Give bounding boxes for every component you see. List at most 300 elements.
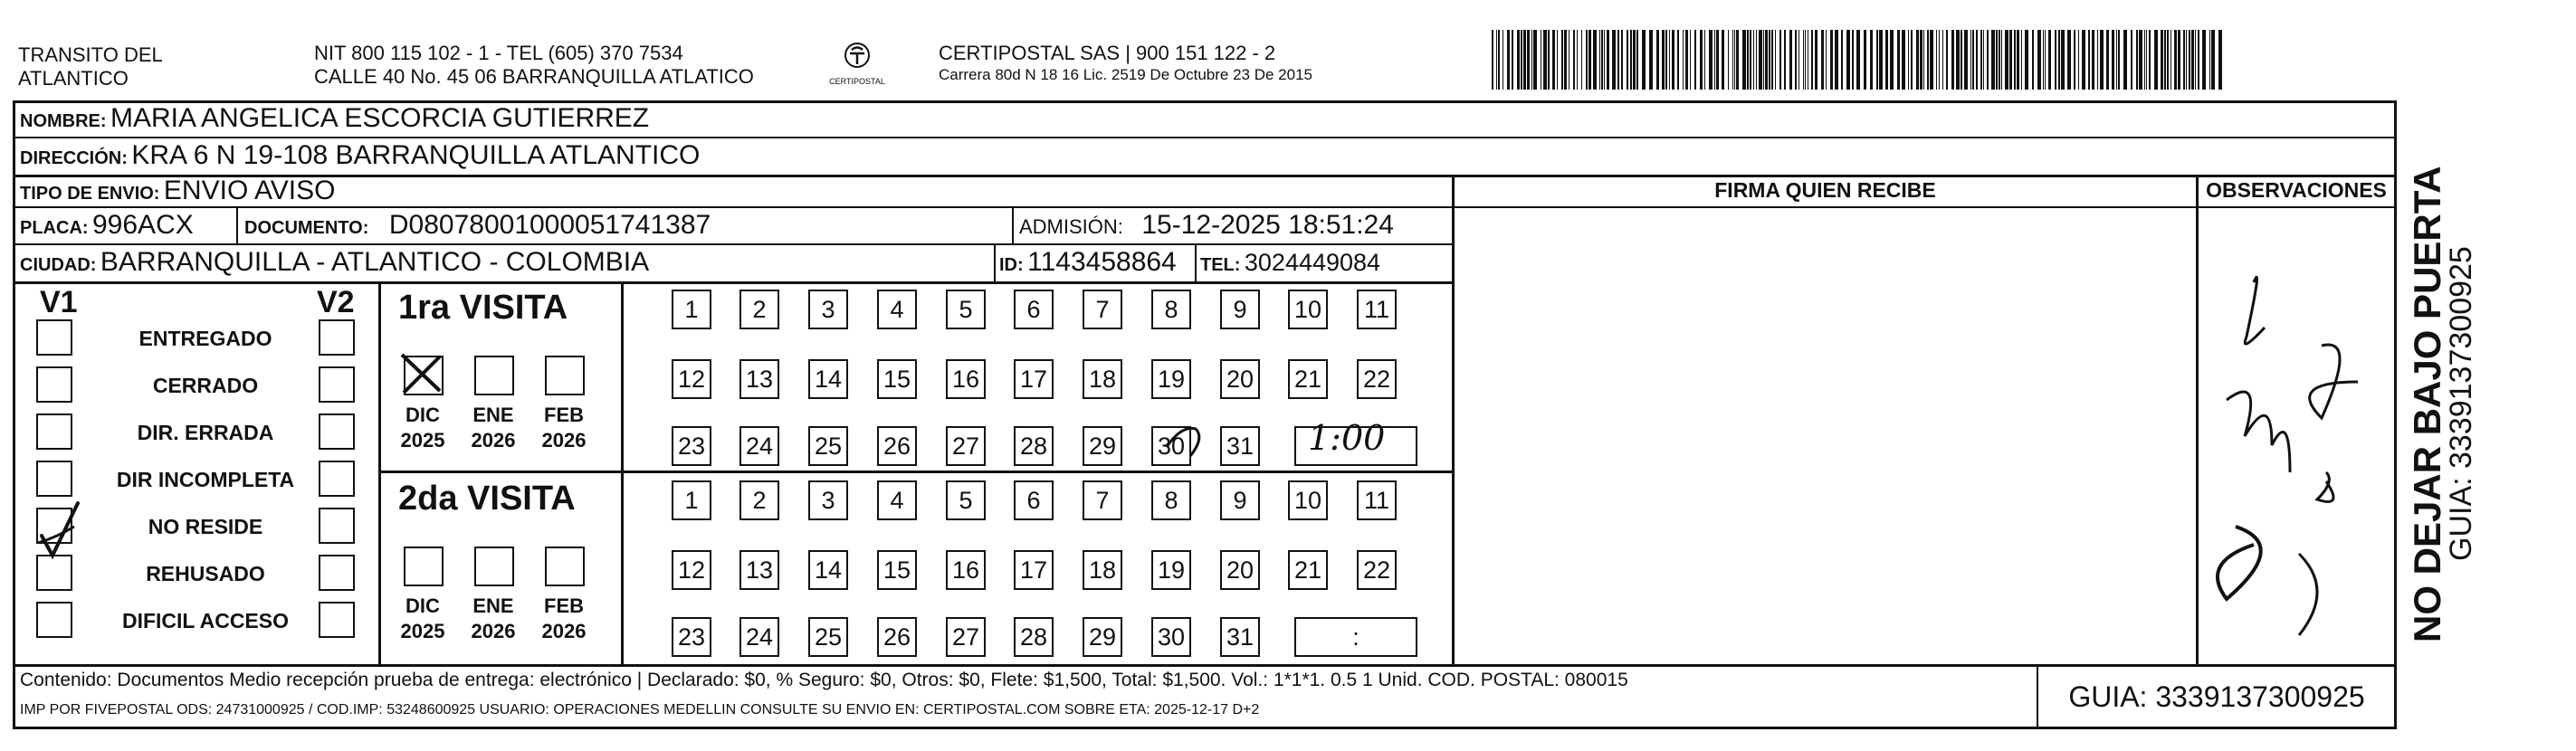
v2-checkbox[interactable] (319, 366, 355, 403)
barcode-bar (2136, 30, 2138, 90)
barcode-bar (2174, 30, 2177, 90)
v1-no-reside-checkmark (33, 499, 87, 563)
barcode-bar (1665, 30, 1667, 90)
day-box[interactable]: 9 (1220, 290, 1260, 329)
barcode-bar (1897, 30, 1900, 90)
barcode-bar (1946, 30, 1948, 90)
side-guia: GUIA: 3339137300925 (2444, 246, 2478, 561)
month-year: 2026 (471, 620, 516, 642)
v1-checkbox[interactable] (36, 366, 72, 403)
status-option-label: DIR INCOMPLETA (116, 468, 295, 491)
status-option-label: ENTREGADO (138, 327, 272, 350)
day-box[interactable]: 18 (1083, 359, 1122, 399)
direccion-row (20, 140, 700, 171)
day-box[interactable]: 6 (1014, 290, 1054, 329)
day-box[interactable]: 3 (808, 290, 848, 329)
day-box[interactable]: 28 (1014, 426, 1054, 466)
footer-guia: GUIA: 3339137300925 (2068, 680, 2365, 713)
barcode-bar (1908, 30, 1909, 90)
day-box[interactable]: 22 (1357, 550, 1397, 590)
month-name: ENE (472, 404, 514, 426)
barcode-bar (2067, 30, 2071, 90)
barcode-bar (2017, 30, 2019, 90)
barcode-bar (1728, 30, 1729, 90)
barcode-bar (1672, 30, 1674, 90)
barcode-bar (2154, 30, 2158, 90)
day-box[interactable]: 19 (1151, 359, 1191, 399)
barcode-bar (2186, 30, 2187, 90)
barcode-bar (1811, 30, 1813, 90)
barcode-bar (2189, 30, 2190, 90)
day-box[interactable]: 20 (1220, 359, 1260, 399)
day-box[interactable]: 22 (1357, 359, 1397, 399)
day-box[interactable]: 23 (672, 426, 711, 466)
barcode-bar (1879, 30, 1883, 90)
day-box[interactable]: 25 (808, 426, 848, 466)
barcode-bar (1531, 30, 1532, 90)
barcode-bar (2048, 30, 2051, 90)
barcode-bar (1617, 30, 1619, 90)
barcode-bar (1961, 30, 1962, 90)
barcode-bar (1627, 30, 1628, 90)
tipo-envio-label: TIPO DE ENVIO: (20, 184, 160, 204)
day-box[interactable]: 20 (1220, 550, 1260, 590)
status-option-label: REHUSADO (146, 562, 265, 585)
ciudad-cell (20, 247, 649, 278)
month-label (532, 403, 596, 453)
month-checkbox[interactable] (545, 547, 585, 586)
day-box[interactable]: 15 (877, 359, 917, 399)
v2-checkbox[interactable] (319, 602, 355, 638)
barcode-bar (2191, 30, 2194, 90)
day-box[interactable]: 25 (808, 617, 848, 657)
barcode-bar (2043, 30, 2044, 90)
barcode-bar (2202, 30, 2206, 90)
barcode-bar (1742, 30, 1746, 90)
barcode-bar (1573, 30, 1575, 90)
barcode-bar (2218, 30, 2222, 90)
month-year: 2026 (471, 429, 516, 452)
month-checkbox[interactable] (404, 547, 444, 586)
day-box[interactable]: 28 (1014, 617, 1054, 657)
barcode-bar (1996, 30, 1998, 90)
barcode-bar (1704, 30, 1705, 90)
month-year: 2025 (400, 429, 445, 452)
barcode-bar (1633, 30, 1636, 90)
barcode-bar (1683, 30, 1684, 90)
barcode-bar (1942, 30, 1943, 90)
barcode-bar (1830, 30, 1833, 90)
day-box[interactable]: 5 (946, 290, 986, 329)
visit1-time-handwritten: 1:00 (1308, 418, 1386, 458)
month-checkbox[interactable] (474, 547, 514, 586)
barcode-bar (1722, 30, 1724, 90)
barcode-bar (1630, 30, 1632, 90)
barcode-bar (1690, 30, 1691, 90)
day-box[interactable]: 10 (1288, 290, 1328, 329)
barcode-bar (1769, 30, 1770, 90)
day-box[interactable]: 21 (1288, 359, 1328, 399)
v1-checkbox[interactable] (36, 602, 72, 638)
status-option-label: DIFICIL ACCESO (121, 609, 289, 632)
barcode-bar (1753, 30, 1754, 90)
barcode-bar (1775, 30, 1776, 90)
barcode-bar (1747, 30, 1749, 90)
day-box[interactable]: 13 (739, 359, 779, 399)
barcode-bar (2025, 30, 2028, 90)
barcode-bar (2088, 30, 2090, 90)
day-box[interactable]: 17 (1014, 359, 1054, 399)
day-box[interactable]: 16 (946, 550, 986, 590)
barcode-bar (1920, 30, 1922, 90)
barcode-bar (2082, 30, 2085, 90)
month-year: 2026 (541, 429, 587, 452)
day-box[interactable]: 30 (1151, 426, 1191, 466)
barcode-bar (1750, 30, 1751, 90)
day-box[interactable]: 2 (739, 480, 779, 520)
barcode-bar (1916, 30, 1919, 90)
documento-cell (244, 210, 711, 241)
barcode-bar (1972, 30, 1974, 90)
v2-header: V2 (317, 285, 355, 319)
barcode-bar (1983, 30, 1984, 90)
barcode-bar (1561, 30, 1563, 90)
barcode-bar (2164, 30, 2166, 90)
barcode-bar (1736, 30, 1739, 90)
barcode-bar (1976, 30, 1978, 90)
barcode-bar (1732, 30, 1733, 90)
barcode-bar (1841, 30, 1843, 90)
v2-checkbox[interactable] (319, 319, 355, 356)
month-label (462, 594, 525, 644)
day-box[interactable]: 11 (1357, 480, 1397, 520)
barcode-bar (2211, 30, 2215, 90)
barcode-bar (1815, 30, 1818, 90)
day-box[interactable]: 7 (1083, 290, 1122, 329)
barcode-bar (1507, 30, 1510, 90)
barcode-bar (2209, 30, 2210, 90)
barcode-bar (2123, 30, 2127, 90)
barcode-bar (2149, 30, 2151, 90)
barcode-bar (2014, 30, 2016, 90)
month-label (391, 403, 454, 453)
day-box[interactable]: 8 (1151, 290, 1191, 329)
documento-value: D08078001000051741387 (388, 210, 711, 240)
barcode-bar (2131, 30, 2132, 90)
v1-header: V1 (40, 285, 78, 319)
footer-imp-line: IMP POR FIVEPOSTAL ODS: 24731000925 / COD.IMP: 53248600925 USUARIO: OPERACIONES MEDELLIN CONSULTE SU ENVIO EN: CERTIPOSTAL.COM SOBRE ETA: 2025-12-17 D+2 (20, 702, 1260, 718)
barcode-bar (1543, 30, 1547, 90)
barcode-bar (1756, 30, 1757, 90)
barcode-bar (1987, 30, 1989, 90)
barcode-bar (2061, 30, 2065, 90)
barcode-bar (1939, 30, 1940, 90)
courier-name: CERTIPOSTAL SAS | 900 151 122 - 2 (939, 42, 1276, 64)
day-box[interactable]: 19 (1151, 550, 1191, 590)
barcode-bar (1586, 30, 1588, 90)
barcode-bar (1805, 30, 1806, 90)
day-box[interactable]: 4 (877, 480, 917, 520)
issuer-contact (314, 42, 754, 89)
visit-title: 2da VISITA (398, 480, 576, 518)
id-value: 1143458864 (1027, 247, 1177, 277)
barcode-bar (1991, 30, 1995, 90)
barcode-bar (2021, 30, 2022, 90)
day-box[interactable]: 12 (672, 550, 711, 590)
day-box[interactable]: 9 (1220, 480, 1260, 520)
barcode-bar (1951, 30, 1954, 90)
month-label (391, 594, 454, 644)
barcode-bar (1846, 30, 1850, 90)
barcode-bar (2058, 30, 2060, 90)
barcode-bar (1936, 30, 1937, 90)
barcode-bar (1601, 30, 1603, 90)
barcode-bar (1581, 30, 1582, 90)
firma-header: FIRMA QUIEN RECIBE (1714, 178, 1936, 202)
day-box[interactable]: 15 (877, 550, 917, 590)
barcode-bar (1759, 30, 1762, 90)
day-box[interactable]: 24 (739, 426, 779, 466)
barcode-bar (1876, 30, 1878, 90)
day-box[interactable]: 1 (672, 480, 711, 520)
day-box[interactable]: 17 (1014, 550, 1054, 590)
barcode-bar (1970, 30, 1971, 90)
v1-checkbox[interactable] (36, 414, 72, 450)
barcode-bar (1577, 30, 1578, 90)
day-box[interactable]: 29 (1083, 426, 1122, 466)
barcode-bar (1734, 30, 1735, 90)
day-box[interactable]: 14 (808, 359, 848, 399)
barcode-bar (1789, 30, 1792, 90)
day-box[interactable]: 24 (739, 617, 779, 657)
logo-text: CERTIPOSTAL (829, 77, 885, 86)
barcode-bar (1557, 30, 1558, 90)
month-name: FEB (544, 594, 584, 617)
day-box[interactable]: 7 (1083, 480, 1122, 520)
day-box[interactable]: 11 (1357, 290, 1397, 329)
barcode-bar (1612, 30, 1616, 90)
observaciones-header: OBSERVACIONES (2206, 178, 2387, 202)
day-box[interactable]: 29 (1083, 617, 1122, 657)
barcode-bar (1642, 30, 1646, 90)
month-year: 2025 (400, 620, 445, 642)
barcode-bar (1852, 30, 1854, 90)
issuer-address: CALLE 40 No. 45 06 BARRANQUILLA ATLATICO (314, 65, 754, 88)
barcode-bar (1621, 30, 1623, 90)
barcode-bar (1656, 30, 1659, 90)
tel-cell (1200, 249, 1380, 277)
barcode-bar (1716, 30, 1719, 90)
barcode-bar (2183, 30, 2185, 90)
barcode-bar (2037, 30, 2041, 90)
v2-checkbox[interactable] (319, 414, 355, 450)
barcode-bar (2195, 30, 2196, 90)
barcode-bar (1607, 30, 1609, 90)
day-box[interactable]: 10 (1288, 480, 1328, 520)
v1-checkbox[interactable] (36, 319, 72, 356)
tel-label: TEL: (1200, 255, 1241, 275)
barcode-bar (1548, 30, 1550, 90)
day-box[interactable]: 6 (1014, 480, 1054, 520)
barcode-bar (1890, 30, 1894, 90)
nombre-row (20, 103, 649, 134)
barcode-bar (1669, 30, 1670, 90)
status-option-label: DIR. ERRADA (137, 421, 274, 444)
barcode-bar (1564, 30, 1567, 90)
v1-checkbox[interactable] (36, 461, 72, 497)
barcode-bar (2009, 30, 2012, 90)
month-name: DIC (405, 404, 440, 426)
month-name: FEB (544, 404, 584, 426)
nombre-label: NOMBRE: (20, 111, 107, 131)
day-box[interactable]: 3 (808, 480, 848, 520)
barcode-bar (1795, 30, 1797, 90)
barcode-bar (1589, 30, 1591, 90)
admision-cell (1019, 210, 1394, 241)
barcode-bar (2118, 30, 2120, 90)
barcode-bar (2074, 30, 2075, 90)
barcode-bar (1927, 30, 1929, 90)
barcode-bar (1649, 30, 1653, 90)
certipostal-logo (816, 42, 898, 90)
direccion-label: DIRECCIÓN: (20, 148, 128, 168)
barcode-bar (1870, 30, 1873, 90)
barcode-bar (2055, 30, 2056, 90)
barcode-bar (1694, 30, 1696, 90)
barcode-bar (1763, 30, 1764, 90)
time-box[interactable]: : (1294, 617, 1417, 657)
barcode-bar (2092, 30, 2094, 90)
month-checkbox[interactable] (545, 356, 585, 395)
status-option-label: NO RESIDE (148, 515, 263, 538)
side-warning: NO DEJAR BAJO PUERTA (2406, 166, 2448, 642)
barcode-bar (1512, 30, 1513, 90)
v2-checkbox[interactable] (319, 461, 355, 497)
barcode-bar (1662, 30, 1665, 90)
barcode-bar (2100, 30, 2104, 90)
dic-2025-checkmark (396, 349, 445, 398)
ciudad-label: CIUDAD: (20, 255, 97, 275)
month-checkbox[interactable] (474, 356, 514, 395)
barcode-bar (1523, 30, 1526, 90)
v2-checkbox[interactable] (319, 555, 355, 591)
barcode-bar (1677, 30, 1679, 90)
tel-value: 3024449084 (1244, 249, 1381, 276)
day-box[interactable]: 23 (672, 617, 711, 657)
barcode-bar (1498, 30, 1500, 90)
nombre-value: MARIA ANGELICA ESCORCIA GUTIERREZ (110, 103, 650, 133)
day-box[interactable]: 26 (877, 426, 917, 466)
barcode-bar (2161, 30, 2163, 90)
barcode-bar (1636, 30, 1638, 90)
day-box[interactable]: 12 (672, 359, 711, 399)
month-name: DIC (405, 594, 440, 617)
barcode-bar (1911, 30, 1913, 90)
barcode-bar (1784, 30, 1786, 90)
day-box[interactable]: 1 (672, 290, 711, 329)
barcode-bar (1856, 30, 1860, 90)
barcode-bar (1923, 30, 1924, 90)
barcode-bar (2116, 30, 2117, 90)
barcode-bar (2139, 30, 2142, 90)
barcode-bar (1685, 30, 1688, 90)
courier-license: Carrera 80d N 18 16 Lic. 2519 De Octubre 23 De 2015 (939, 66, 1312, 83)
day-box[interactable]: 2 (739, 290, 779, 329)
barcode-bar (2112, 30, 2114, 90)
barcode-bar (2097, 30, 2098, 90)
day-box[interactable]: 26 (877, 617, 917, 657)
admision-value: 15-12-2025 18:51:24 (1141, 210, 1394, 240)
month-label (532, 594, 596, 644)
day-30-mark (1163, 420, 1208, 460)
barcode-bar (2032, 30, 2034, 90)
issuer-nit: NIT 800 115 102 - 1 - TEL (605) 370 7534 (314, 42, 683, 64)
day-box[interactable]: 16 (946, 359, 986, 399)
admision-label: ADMISIÓN: (1019, 215, 1123, 238)
day-box[interactable]: 18 (1083, 550, 1122, 590)
barcode-bar (1826, 30, 1827, 90)
barcode-bar (2146, 30, 2147, 90)
barcode-bar (1999, 30, 2000, 90)
courier-info (939, 42, 1312, 85)
direccion-value: KRA 6 N 19-108 BARRANQUILLA ATLANTICO (131, 140, 701, 170)
day-box[interactable]: 31 (1220, 426, 1260, 466)
tipo-envio-value: ENVIO AVISO (163, 176, 336, 205)
barcode-bar (1885, 30, 1888, 90)
day-box[interactable]: 31 (1220, 617, 1260, 657)
documento-label: DOCUMENTO: (244, 218, 369, 238)
day-box[interactable]: 27 (946, 617, 986, 657)
barcode-bar (1956, 30, 1960, 90)
barcode-bar (1604, 30, 1605, 90)
month-year: 2026 (541, 620, 587, 642)
barcode-bar (1864, 30, 1866, 90)
barcode-bar (2144, 30, 2145, 90)
ciudad-value: BARRANQUILLA - ATLANTICO - COLOMBIA (100, 247, 650, 277)
id-label: ID: (999, 255, 1024, 275)
issuer-name (18, 43, 163, 90)
day-box[interactable]: 27 (946, 426, 986, 466)
barcode-bar (1771, 30, 1773, 90)
barcode-bar (1517, 30, 1520, 90)
barcode-bar (1803, 30, 1804, 90)
day-box[interactable]: 14 (808, 550, 848, 590)
v2-checkbox[interactable] (319, 508, 355, 544)
day-box[interactable]: 13 (739, 550, 779, 590)
placa-cell (20, 210, 194, 241)
day-box[interactable]: 5 (946, 480, 986, 520)
day-box[interactable]: 4 (877, 290, 917, 329)
visit-title: 1ra VISITA (398, 289, 568, 327)
day-box[interactable]: 30 (1151, 617, 1191, 657)
barcode-bar (1709, 30, 1713, 90)
tipo-envio-row (20, 176, 335, 206)
issuer-line-2: ATLANTICO (18, 67, 129, 90)
logo-icon (839, 42, 875, 72)
barcode-bar (1779, 30, 1781, 90)
barcode-bar (1552, 30, 1555, 90)
barcode-bar (1964, 30, 1968, 90)
barcode-bar (2106, 30, 2109, 90)
barcode-bar (1902, 30, 1905, 90)
barcode-bar (1714, 30, 1715, 90)
barcode-bar (1521, 30, 1522, 90)
id-cell (999, 247, 1177, 278)
day-box[interactable]: 21 (1288, 550, 1328, 590)
barcode-bar (1593, 30, 1597, 90)
barcode-bar (1835, 30, 1838, 90)
day-box[interactable]: 8 (1151, 480, 1191, 520)
